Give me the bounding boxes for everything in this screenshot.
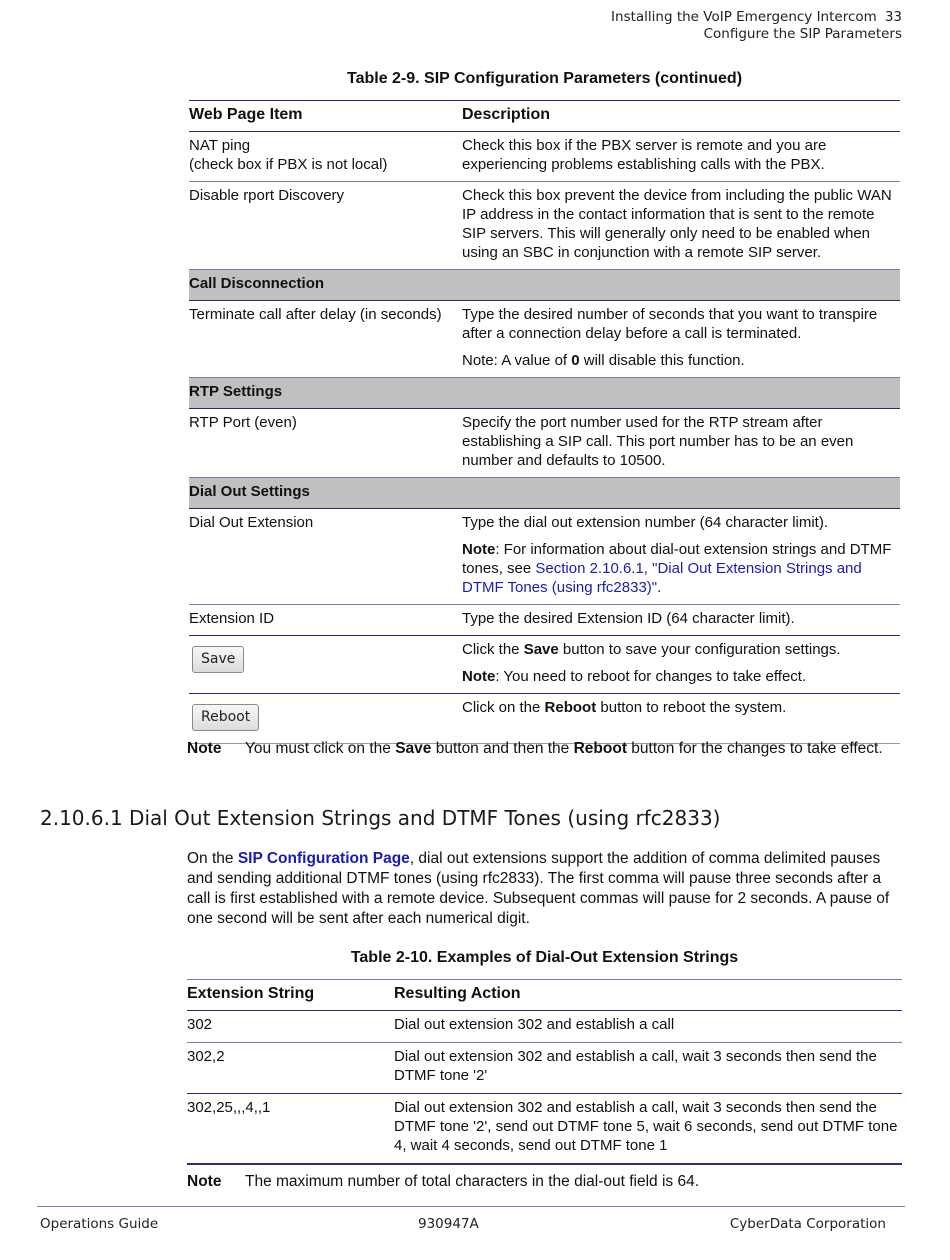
- table-row-reboot: [189, 694, 900, 744]
- table-row-terminate-call: [189, 301, 900, 378]
- dial-out-extension-item: Dial Out Extension: [189, 509, 462, 605]
- footer-left: Operations Guide: [40, 1216, 159, 1232]
- save-button[interactable]: Save: [192, 646, 244, 673]
- dial-out-examples-table: [187, 979, 902, 1165]
- reboot-desc-post: button to reboot the system.: [596, 699, 787, 716]
- table-row: [187, 1043, 902, 1094]
- table-row-save: [189, 636, 900, 694]
- table-row-extension-id: [189, 605, 900, 636]
- footer-company: CyberData Corporation: [729, 1216, 886, 1232]
- rport-item: Disable rport Discovery: [189, 182, 462, 270]
- terminate-note-pre: Note: A value of: [462, 352, 572, 369]
- save-cell: [462, 636, 900, 694]
- table2-caption: Table 2-10. Examples of Dial-Out Extension Strings: [350, 949, 739, 966]
- dial-out-extension-cell: [462, 509, 900, 605]
- resulting-action: Dial out extension 302 and establish a call, wait 3 seconds then send the DTMF tone '2', send out DTMF tone 5, wait 6 seconds, send out DTMF tone 4, wait 4 seconds, send out DTMF tone 1: [394, 1094, 902, 1165]
- save-item: [189, 636, 462, 694]
- extension-string: 302,2: [187, 1043, 394, 1094]
- section-heading: 2.10.6.1 Dial Out Extension Strings and DTMF Tones (using rfc2833): [40, 806, 721, 830]
- section-rtp-settings: RTP Settings: [189, 378, 900, 409]
- section-row-dial-out-settings: [189, 478, 900, 509]
- nat-ping-label: NAT ping: [189, 137, 251, 154]
- note2-text: The maximum number of total characters in the dial-out field is 64.: [245, 1173, 700, 1190]
- body-paragraph: [187, 849, 899, 929]
- table-row: [187, 1011, 902, 1043]
- note-save-reboot: [187, 739, 899, 781]
- reboot-desc-bold: Reboot: [544, 699, 597, 716]
- note1-mid: button and then the: [431, 740, 574, 757]
- section-call-disconnection: Call Disconnection: [189, 270, 900, 301]
- table1-caption: Table 2-9. SIP Configuration Parameters (continued): [346, 70, 743, 87]
- rtp-port-description: Specify the port number used for the RTP stream after establishing a SIP call. This port number has to be an even number and defaults to 10500.: [462, 409, 900, 478]
- terminate-call-cell: [462, 301, 900, 378]
- note2-label: Note: [187, 1173, 222, 1190]
- save-desc-pre: Click the: [462, 641, 524, 658]
- nat-ping-description: Check this box if the PBX server is remote and you are experiencing problems establishing calls with the PBX.: [462, 132, 900, 182]
- table2-header-row: [187, 980, 902, 1011]
- note-label: Note: [187, 740, 222, 757]
- save-desc-post: button to save your configuration settings.: [558, 641, 841, 658]
- dial-out-section-link[interactable]: Section 2.10.6.1, "Dial Out Extension Strings and DTMF Tones (using rfc2833)": [462, 560, 862, 596]
- save-note-text: : You need to reboot for changes to take effect.: [495, 668, 807, 685]
- header-line-1: [611, 9, 902, 26]
- table1-col-description: Description: [462, 101, 900, 132]
- body-post: , dial out extensions support the addition of comma delimited pauses and sending additional DTMF tones (using rfc2833). The first comma will pause three seconds after a call is first established with a remote device. Subsequent commas will pause for 2 seconds. A pause of one second will be sent after each numerical digit.: [187, 850, 890, 927]
- extension-id-item: Extension ID: [189, 605, 462, 636]
- extension-string: 302: [187, 1011, 394, 1043]
- rtp-port-item: RTP Port (even): [189, 409, 462, 478]
- section-dial-out-settings: Dial Out Settings: [189, 478, 900, 509]
- section-row-call-disconnection: [189, 270, 900, 301]
- table-row-rport: [189, 182, 900, 270]
- sip-config-page-link-text: SIP Configuration Page: [237, 850, 410, 867]
- footer-document-number: 930947A: [418, 1216, 479, 1232]
- table1-col-item: Web Page Item: [189, 101, 462, 132]
- reboot-desc-pre: Click on the: [462, 699, 545, 716]
- resulting-action: Dial out extension 302 and establish a call, wait 3 seconds then send the DTMF tone '2': [394, 1043, 902, 1094]
- sip-config-page-link[interactable]: [238, 850, 410, 867]
- save-desc-bold: Save: [523, 641, 559, 658]
- reboot-item: [189, 694, 462, 744]
- table-row-nat-ping: [189, 132, 900, 182]
- table1-header-row: [189, 101, 900, 132]
- terminate-note-post: will disable this function.: [579, 352, 745, 369]
- terminate-call-item: Terminate call after delay (in seconds): [189, 301, 462, 378]
- dial-note-end: .: [657, 579, 662, 596]
- save-description: [462, 640, 900, 659]
- note-max-characters: [187, 1172, 899, 1194]
- table-row-rtp-port: [189, 409, 900, 478]
- table-row-dial-out-extension: [189, 509, 900, 605]
- body-pre: On the: [187, 850, 238, 867]
- nat-ping-hint: (check box if PBX is not local): [189, 156, 388, 173]
- terminate-call-description: Type the desired number of seconds that you want to transpire after a connection delay before a call is terminated.: [462, 306, 878, 342]
- save-note-label: Note: [462, 668, 496, 685]
- footer-divider: [37, 1206, 905, 1207]
- note1-save: Save: [395, 740, 432, 757]
- reboot-button[interactable]: Reboot: [192, 704, 259, 731]
- note1-reboot: Reboot: [573, 740, 627, 757]
- section-row-rtp-settings: [189, 378, 900, 409]
- terminate-note-value: 0: [571, 352, 580, 369]
- note1-pre: You must click on the: [245, 740, 396, 757]
- extension-string: 302,25,,,4,,1: [187, 1094, 394, 1165]
- save-note: [462, 667, 900, 686]
- extension-id-description: Type the desired Extension ID (64 character limit).: [462, 605, 900, 636]
- header-chapter-title: Installing the VoIP Emergency Intercom: [611, 9, 877, 25]
- note1-post: button for the changes to take effect.: [627, 740, 883, 757]
- running-header: [611, 9, 902, 43]
- table2-col-string: Extension String: [187, 980, 394, 1011]
- rport-description: Check this box prevent the device from including the public WAN IP address in the contact information that is sent to the remote SIP servers. This will generally only need to be enabled when using an SBC in conjunction with a remote SIP server.: [462, 182, 900, 270]
- dial-out-extension-note: [462, 540, 900, 597]
- resulting-action: Dial out extension 302 and establish a call: [394, 1011, 902, 1043]
- table2-col-action: Resulting Action: [394, 980, 902, 1011]
- nat-ping-item: [189, 132, 462, 182]
- note-text: [245, 739, 885, 759]
- page-number: 33: [884, 9, 902, 25]
- header-section-title: Configure the SIP Parameters: [703, 26, 902, 42]
- dial-note-label: Note: [462, 541, 496, 558]
- table-row: [187, 1094, 902, 1165]
- dial-out-extension-description: Type the dial out extension number (64 character limit).: [462, 514, 829, 531]
- reboot-description: [462, 694, 900, 744]
- dial-note-text: : For information about dial-out extension strings and DTMF tones, see: [462, 541, 892, 577]
- terminate-call-note: [462, 351, 900, 370]
- sip-config-table: [189, 100, 900, 744]
